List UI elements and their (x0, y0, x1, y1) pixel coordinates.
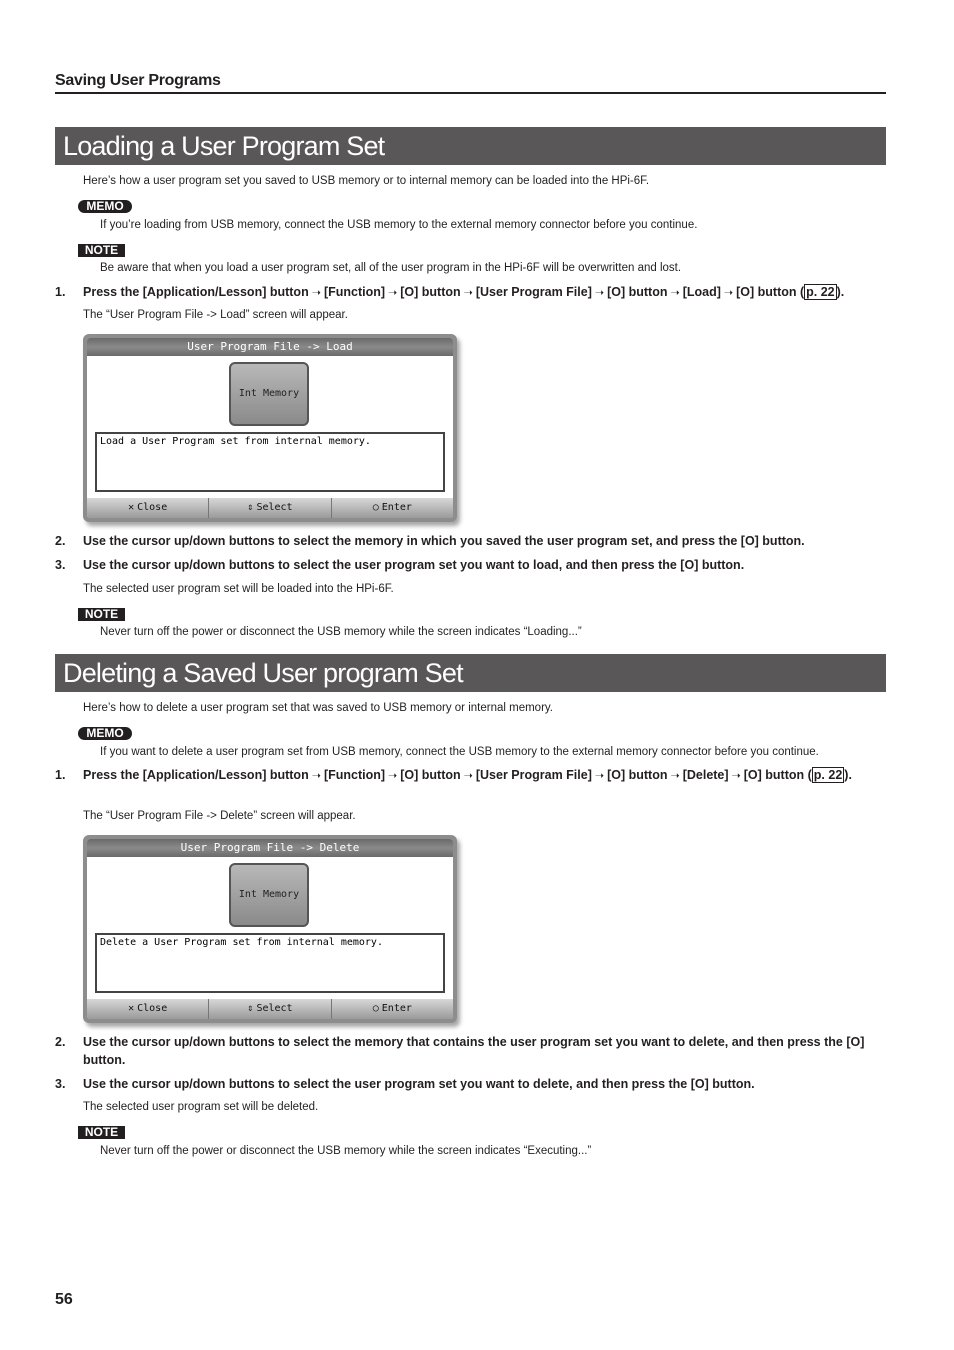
step-number: 1. (55, 768, 66, 782)
step-instruction (83, 766, 886, 785)
step-part: [Delete] (682, 768, 729, 782)
select-function[interactable] (209, 498, 331, 518)
enter-function[interactable] (332, 999, 453, 1019)
arrow-icon: ➝ (594, 770, 605, 782)
step-result: The “User Program File -> Load” screen will appear. (83, 309, 348, 321)
cursor-updown-icon: ⇕ (247, 502, 254, 513)
note-text: Never turn off the power or disconnect the USB memory while the screen indicates “Loading...” (100, 626, 582, 638)
note-text: Never turn off the power or disconnect the USB memory while the screen indicates “Executing...” (100, 1145, 592, 1157)
function-bar (87, 498, 453, 518)
section-intro: Here’s how to delete a user program set that was saved to USB memory or internal memory. (83, 702, 553, 714)
arrow-icon: ➝ (670, 770, 680, 782)
step-part: [O] button ( (743, 768, 812, 782)
screen-message: Delete a User Program set from internal memory. (95, 933, 445, 993)
step-result: The selected user program set will be loaded into the HPi-6F. (83, 583, 394, 595)
screen-title: User Program File -> Load (87, 338, 453, 356)
close-icon: ✕ (128, 1003, 135, 1014)
function-bar (87, 999, 453, 1019)
arrow-icon: ➝ (388, 287, 398, 299)
step-part: ). (844, 768, 852, 782)
step-part: ). (836, 285, 845, 299)
step-part: [Function] (323, 768, 386, 782)
memo-text: If you want to delete a user program set from USB memory, connect the USB memory to the external memory connector before you continue. (100, 746, 819, 758)
lcd-screen-delete (83, 835, 457, 1023)
screen-message: Load a User Program set from internal memory. (95, 432, 445, 492)
close-function[interactable] (87, 999, 209, 1019)
close-label: Close (137, 502, 168, 513)
step-part: [O] button ( (736, 285, 805, 299)
screen-body (87, 839, 453, 1019)
step-instruction: Use the cursor up/down buttons to select the user program set you want to delete, and then press the [O] button. (83, 1077, 755, 1091)
close-function[interactable] (87, 498, 209, 518)
page-reference-link[interactable]: p. 22 (806, 285, 835, 299)
select-label: Select (256, 502, 293, 513)
step-part: [Load] (682, 285, 721, 299)
enter-function[interactable] (332, 498, 453, 518)
int-memory-button[interactable]: Int Memory (229, 863, 309, 927)
step-part: [O] button (607, 285, 668, 299)
circle-icon: ○ (372, 502, 379, 513)
arrow-icon: ➝ (723, 287, 734, 299)
step-number: 1. (55, 285, 66, 299)
step-instruction: Use the cursor up/down buttons to select the user program set you want to load, and then press the [O] button. (83, 558, 745, 572)
close-label: Close (137, 1003, 168, 1014)
note-badge: NOTE (78, 608, 125, 621)
step-instruction (83, 283, 886, 302)
memo-badge: MEMO (78, 727, 132, 740)
step-number: 2. (55, 534, 66, 548)
step-result: The selected user program set will be deleted. (83, 1101, 319, 1113)
step-part: [User Program File] (475, 768, 592, 782)
arrow-icon: ➝ (594, 287, 605, 299)
step-part: [User Program File] (475, 285, 592, 299)
arrow-icon: ➝ (311, 287, 321, 299)
step-number: 3. (55, 1077, 66, 1091)
step-number: 2. (55, 1035, 66, 1049)
screen-body (87, 338, 453, 518)
step-number: 3. (55, 558, 66, 572)
lcd-screen-load (83, 334, 457, 522)
arrow-icon: ➝ (463, 770, 473, 782)
memo-text: If you’re loading from USB memory, connect the USB memory to the external memory connector before you continue. (100, 219, 698, 231)
arrow-icon: ➝ (670, 287, 680, 299)
screen-title: User Program File -> Delete (87, 839, 453, 857)
circle-icon: ○ (372, 1003, 379, 1014)
step-part: [Function] (323, 285, 386, 299)
arrow-icon: ➝ (311, 770, 321, 782)
arrow-icon: ➝ (731, 770, 741, 782)
note-text: Be aware that when you load a user program set, all of the user program in the HPi-6F will be overwritten and lost. (100, 262, 682, 274)
enter-label: Enter (381, 1003, 412, 1014)
section-intro: Here’s how a user program set you saved to USB memory or to internal memory can be loaded into the HPi-6F. (83, 175, 650, 187)
section-title-loading: Loading a User Program Set (55, 127, 886, 165)
page-reference-link[interactable]: p. 22 (813, 768, 843, 782)
page-number: 56 (55, 1291, 73, 1308)
step-part: [O] button (400, 285, 461, 299)
step-part: [O] button (607, 768, 668, 782)
select-function[interactable] (209, 999, 331, 1019)
note-badge: NOTE (78, 244, 125, 257)
enter-label: Enter (381, 502, 412, 513)
select-label: Select (256, 1003, 293, 1014)
running-head: Saving User Programs (55, 70, 886, 94)
step-instruction: Use the cursor up/down buttons to select the memory in which you saved the user program set, and press the [O] button. (83, 534, 805, 548)
close-icon: ✕ (128, 502, 135, 513)
step-part: [O] button (400, 768, 461, 782)
step-instruction: Use the cursor up/down buttons to select the memory that contains the user program set you want to delete, and then press the [O] button. (83, 1035, 865, 1067)
step-part: Press the [Application/Lesson] button (83, 768, 309, 782)
arrow-icon: ➝ (388, 770, 398, 782)
step-result: The “User Program File -> Delete” screen will appear. (83, 810, 356, 822)
section-title-deleting: Deleting a Saved User program Set (55, 654, 886, 692)
step-part: Press the [Application/Lesson] button (83, 285, 309, 299)
memo-badge: MEMO (78, 200, 132, 213)
int-memory-button[interactable]: Int Memory (229, 362, 309, 426)
note-badge: NOTE (78, 1126, 125, 1139)
arrow-icon: ➝ (463, 287, 473, 299)
cursor-updown-icon: ⇕ (247, 1003, 254, 1014)
